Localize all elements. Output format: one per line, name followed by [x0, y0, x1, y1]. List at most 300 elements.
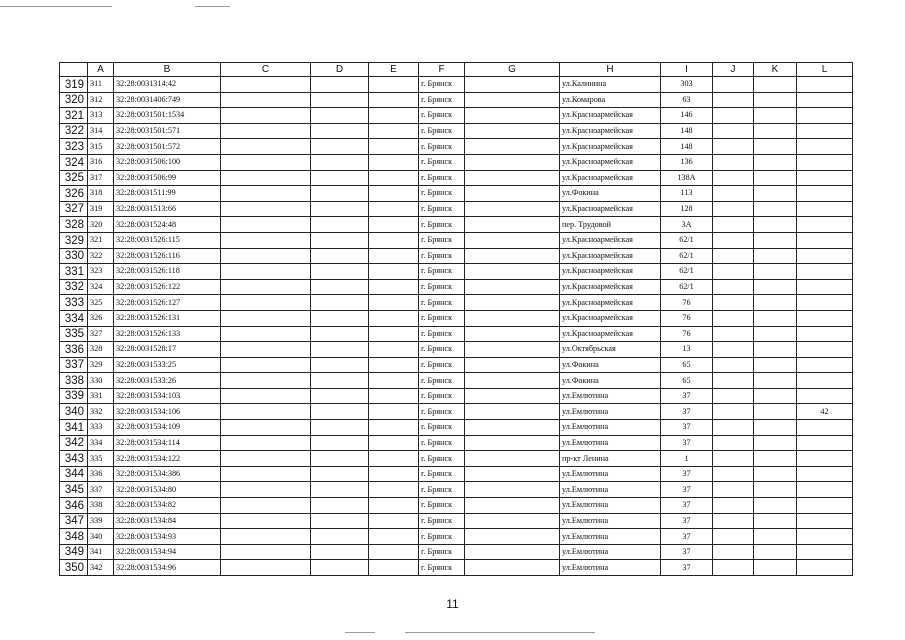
row-number[interactable]: 331 [60, 264, 88, 280]
cell-a[interactable]: 317 [88, 170, 114, 186]
cell-b[interactable]: 32:28:0031534:94 [114, 544, 221, 560]
cell-b[interactable]: 32:28:0031534:109 [114, 420, 221, 436]
cell-i[interactable]: 37 [661, 466, 713, 482]
cell-i[interactable]: 128 [661, 201, 713, 217]
cell-a[interactable]: 311 [88, 77, 114, 93]
cell-h[interactable]: ул.Емлютина [560, 544, 661, 560]
cell-b[interactable]: 32:28:0031526:115 [114, 232, 221, 248]
cell-b[interactable]: 32:28:0031506:99 [114, 170, 221, 186]
cell-k[interactable] [754, 498, 797, 514]
cell-h[interactable]: ул.Емлютина [560, 482, 661, 498]
cell-j[interactable] [713, 451, 754, 467]
cell-a[interactable]: 323 [88, 264, 114, 280]
cell-k[interactable] [754, 154, 797, 170]
cell-a[interactable]: 333 [88, 420, 114, 436]
cell-a[interactable]: 320 [88, 217, 114, 233]
row-number[interactable]: 344 [60, 466, 88, 482]
cell-b[interactable]: 32:28:0031526:127 [114, 295, 221, 311]
cell-j[interactable] [713, 404, 754, 420]
cell-g[interactable] [465, 186, 560, 202]
row-number[interactable]: 337 [60, 357, 88, 373]
cell-j[interactable] [713, 123, 754, 139]
row-number[interactable]: 336 [60, 342, 88, 358]
row-number[interactable]: 341 [60, 420, 88, 436]
row-number[interactable]: 339 [60, 388, 88, 404]
cell-l[interactable] [797, 529, 853, 545]
cell-f[interactable]: г. Брянск [419, 435, 465, 451]
cell-l[interactable] [797, 388, 853, 404]
cell-d[interactable] [311, 373, 369, 389]
cell-a[interactable]: 314 [88, 123, 114, 139]
cell-g[interactable] [465, 513, 560, 529]
column-header-a[interactable]: A [88, 63, 114, 77]
cell-e[interactable] [369, 217, 419, 233]
cell-k[interactable] [754, 388, 797, 404]
cell-c[interactable] [221, 264, 311, 280]
row-number[interactable]: 325 [60, 170, 88, 186]
cell-f[interactable]: г. Брянск [419, 170, 465, 186]
row-number[interactable]: 332 [60, 279, 88, 295]
cell-f[interactable]: г. Брянск [419, 248, 465, 264]
cell-c[interactable] [221, 420, 311, 436]
cell-d[interactable] [311, 342, 369, 358]
cell-f[interactable]: г. Брянск [419, 326, 465, 342]
cell-l[interactable] [797, 435, 853, 451]
cell-i[interactable]: 65 [661, 373, 713, 389]
cell-h[interactable]: ул.Емлютина [560, 498, 661, 514]
cell-k[interactable] [754, 404, 797, 420]
cell-g[interactable] [465, 435, 560, 451]
cell-e[interactable] [369, 342, 419, 358]
row-number[interactable]: 347 [60, 513, 88, 529]
cell-f[interactable]: г. Брянск [419, 232, 465, 248]
cell-a[interactable]: 338 [88, 498, 114, 514]
cell-i[interactable]: 1 [661, 451, 713, 467]
cell-e[interactable] [369, 170, 419, 186]
cell-b[interactable]: 32:28:0031501:1534 [114, 108, 221, 124]
cell-c[interactable] [221, 123, 311, 139]
cell-j[interactable] [713, 357, 754, 373]
cell-e[interactable] [369, 404, 419, 420]
cell-c[interactable] [221, 404, 311, 420]
cell-k[interactable] [754, 248, 797, 264]
cell-c[interactable] [221, 357, 311, 373]
cell-j[interactable] [713, 420, 754, 436]
cell-d[interactable] [311, 170, 369, 186]
cell-k[interactable] [754, 529, 797, 545]
cell-h[interactable]: ул.Фокина [560, 373, 661, 389]
cell-b[interactable]: 32:28:0031534:96 [114, 560, 221, 576]
cell-j[interactable] [713, 482, 754, 498]
cell-g[interactable] [465, 498, 560, 514]
cell-g[interactable] [465, 560, 560, 576]
cell-f[interactable]: г. Брянск [419, 77, 465, 93]
cell-g[interactable] [465, 248, 560, 264]
cell-g[interactable] [465, 342, 560, 358]
cell-h[interactable]: ул.Красноармейская [560, 154, 661, 170]
cell-f[interactable]: г. Брянск [419, 108, 465, 124]
cell-g[interactable] [465, 154, 560, 170]
cell-j[interactable] [713, 544, 754, 560]
cell-h[interactable]: пер. Трудовой [560, 217, 661, 233]
cell-g[interactable] [465, 201, 560, 217]
cell-c[interactable] [221, 77, 311, 93]
cell-e[interactable] [369, 232, 419, 248]
cell-a[interactable]: 339 [88, 513, 114, 529]
cell-l[interactable] [797, 466, 853, 482]
cell-g[interactable] [465, 295, 560, 311]
cell-g[interactable] [465, 232, 560, 248]
cell-e[interactable] [369, 529, 419, 545]
cell-e[interactable] [369, 373, 419, 389]
cell-l[interactable] [797, 373, 853, 389]
cell-c[interactable] [221, 451, 311, 467]
cell-e[interactable] [369, 357, 419, 373]
cell-i[interactable]: 136 [661, 154, 713, 170]
cell-c[interactable] [221, 248, 311, 264]
cell-l[interactable] [797, 264, 853, 280]
cell-a[interactable]: 331 [88, 388, 114, 404]
cell-f[interactable]: г. Брянск [419, 310, 465, 326]
row-number[interactable]: 340 [60, 404, 88, 420]
cell-j[interactable] [713, 232, 754, 248]
cell-d[interactable] [311, 77, 369, 93]
cell-g[interactable] [465, 482, 560, 498]
cell-c[interactable] [221, 310, 311, 326]
cell-g[interactable] [465, 529, 560, 545]
row-number[interactable]: 321 [60, 108, 88, 124]
cell-a[interactable]: 313 [88, 108, 114, 124]
cell-j[interactable] [713, 529, 754, 545]
cell-l[interactable] [797, 154, 853, 170]
cell-f[interactable]: г. Брянск [419, 560, 465, 576]
cell-a[interactable]: 337 [88, 482, 114, 498]
cell-b[interactable]: 32:28:0031526:118 [114, 264, 221, 280]
cell-h[interactable]: ул.Октябрьская [560, 342, 661, 358]
cell-a[interactable]: 330 [88, 373, 114, 389]
cell-d[interactable] [311, 310, 369, 326]
cell-a[interactable]: 326 [88, 310, 114, 326]
cell-k[interactable] [754, 420, 797, 436]
cell-g[interactable] [465, 451, 560, 467]
row-number[interactable]: 350 [60, 560, 88, 576]
cell-c[interactable] [221, 186, 311, 202]
cell-j[interactable] [713, 295, 754, 311]
cell-g[interactable] [465, 326, 560, 342]
cell-e[interactable] [369, 451, 419, 467]
cell-l[interactable] [797, 295, 853, 311]
cell-e[interactable] [369, 388, 419, 404]
cell-g[interactable] [465, 466, 560, 482]
cell-h[interactable]: ул.Емлютина [560, 404, 661, 420]
cell-c[interactable] [221, 544, 311, 560]
cell-f[interactable]: г. Брянск [419, 186, 465, 202]
cell-h[interactable]: ул.Красноармейская [560, 139, 661, 155]
cell-d[interactable] [311, 217, 369, 233]
cell-d[interactable] [311, 201, 369, 217]
cell-k[interactable] [754, 77, 797, 93]
cell-c[interactable] [221, 482, 311, 498]
cell-l[interactable] [797, 513, 853, 529]
cell-f[interactable]: г. Брянск [419, 420, 465, 436]
cell-a[interactable]: 316 [88, 154, 114, 170]
row-number[interactable]: 349 [60, 544, 88, 560]
cell-d[interactable] [311, 139, 369, 155]
cell-c[interactable] [221, 108, 311, 124]
cell-k[interactable] [754, 357, 797, 373]
cell-g[interactable] [465, 388, 560, 404]
cell-g[interactable] [465, 92, 560, 108]
cell-e[interactable] [369, 77, 419, 93]
cell-c[interactable] [221, 560, 311, 576]
cell-g[interactable] [465, 357, 560, 373]
cell-l[interactable] [797, 170, 853, 186]
cell-j[interactable] [713, 92, 754, 108]
cell-a[interactable]: 329 [88, 357, 114, 373]
cell-d[interactable] [311, 357, 369, 373]
cell-c[interactable] [221, 513, 311, 529]
cell-h[interactable]: ул.Красноармейская [560, 248, 661, 264]
cell-k[interactable] [754, 264, 797, 280]
cell-c[interactable] [221, 326, 311, 342]
cell-h[interactable]: ул.Емлютина [560, 420, 661, 436]
cell-j[interactable] [713, 513, 754, 529]
cell-e[interactable] [369, 186, 419, 202]
cell-e[interactable] [369, 123, 419, 139]
cell-k[interactable] [754, 232, 797, 248]
cell-j[interactable] [713, 310, 754, 326]
cell-e[interactable] [369, 92, 419, 108]
cell-j[interactable] [713, 201, 754, 217]
cell-f[interactable]: г. Брянск [419, 544, 465, 560]
cell-k[interactable] [754, 201, 797, 217]
cell-i[interactable]: 13 [661, 342, 713, 358]
cell-b[interactable]: 32:28:0031501:571 [114, 123, 221, 139]
cell-b[interactable]: 32:28:0031534:84 [114, 513, 221, 529]
row-number[interactable]: 335 [60, 326, 88, 342]
cell-f[interactable]: г. Брянск [419, 217, 465, 233]
cell-k[interactable] [754, 326, 797, 342]
cell-d[interactable] [311, 92, 369, 108]
cell-f[interactable]: г. Брянск [419, 264, 465, 280]
cell-a[interactable]: 336 [88, 466, 114, 482]
cell-f[interactable]: г. Брянск [419, 498, 465, 514]
cell-l[interactable] [797, 451, 853, 467]
cell-d[interactable] [311, 279, 369, 295]
cell-d[interactable] [311, 388, 369, 404]
cell-k[interactable] [754, 170, 797, 186]
column-header-h[interactable]: H [560, 63, 661, 77]
cell-b[interactable]: 32:28:0031528:17 [114, 342, 221, 358]
cell-h[interactable]: ул.Комарова [560, 92, 661, 108]
column-header-c[interactable]: C [221, 63, 311, 77]
column-header-d[interactable]: D [311, 63, 369, 77]
cell-d[interactable] [311, 404, 369, 420]
row-number[interactable]: 343 [60, 451, 88, 467]
cell-i[interactable]: 62/1 [661, 248, 713, 264]
cell-e[interactable] [369, 264, 419, 280]
cell-l[interactable] [797, 326, 853, 342]
cell-f[interactable]: г. Брянск [419, 404, 465, 420]
cell-b[interactable]: 32:28:0031526:133 [114, 326, 221, 342]
cell-e[interactable] [369, 154, 419, 170]
cell-b[interactable]: 32:28:0031534:122 [114, 451, 221, 467]
cell-d[interactable] [311, 498, 369, 514]
row-number[interactable]: 338 [60, 373, 88, 389]
cell-e[interactable] [369, 295, 419, 311]
cell-l[interactable] [797, 544, 853, 560]
cell-i[interactable]: 37 [661, 482, 713, 498]
cell-i[interactable]: 37 [661, 498, 713, 514]
cell-d[interactable] [311, 482, 369, 498]
cell-c[interactable] [221, 529, 311, 545]
cell-a[interactable]: 327 [88, 326, 114, 342]
cell-f[interactable]: г. Брянск [419, 123, 465, 139]
cell-d[interactable] [311, 420, 369, 436]
cell-l[interactable] [797, 77, 853, 93]
cell-f[interactable]: г. Брянск [419, 388, 465, 404]
cell-h[interactable]: ул.Емлютина [560, 466, 661, 482]
cell-f[interactable]: г. Брянск [419, 451, 465, 467]
cell-a[interactable]: 328 [88, 342, 114, 358]
cell-e[interactable] [369, 513, 419, 529]
cell-a[interactable]: 335 [88, 451, 114, 467]
cell-j[interactable] [713, 342, 754, 358]
cell-f[interactable]: г. Брянск [419, 482, 465, 498]
column-header-f[interactable]: F [419, 63, 465, 77]
cell-e[interactable] [369, 326, 419, 342]
cell-b[interactable]: 32:28:0031314:42 [114, 77, 221, 93]
cell-d[interactable] [311, 248, 369, 264]
cell-l[interactable] [797, 420, 853, 436]
cell-a[interactable]: 322 [88, 248, 114, 264]
cell-h[interactable]: ул.Красноармейская [560, 264, 661, 280]
row-number[interactable]: 330 [60, 248, 88, 264]
cell-c[interactable] [221, 466, 311, 482]
cell-f[interactable]: г. Брянск [419, 466, 465, 482]
cell-g[interactable] [465, 170, 560, 186]
cell-k[interactable] [754, 186, 797, 202]
cell-l[interactable] [797, 248, 853, 264]
cell-d[interactable] [311, 544, 369, 560]
cell-g[interactable] [465, 108, 560, 124]
cell-j[interactable] [713, 466, 754, 482]
cell-j[interactable] [713, 170, 754, 186]
cell-g[interactable] [465, 77, 560, 93]
row-number[interactable]: 326 [60, 186, 88, 202]
cell-i[interactable]: 146 [661, 108, 713, 124]
cell-k[interactable] [754, 544, 797, 560]
cell-e[interactable] [369, 482, 419, 498]
cell-b[interactable]: 32:28:0031534:386 [114, 466, 221, 482]
cell-a[interactable]: 324 [88, 279, 114, 295]
cell-h[interactable]: ул.Красноармейская [560, 108, 661, 124]
cell-a[interactable]: 340 [88, 529, 114, 545]
cell-l[interactable]: 42 [797, 404, 853, 420]
row-number[interactable]: 324 [60, 154, 88, 170]
cell-d[interactable] [311, 154, 369, 170]
cell-l[interactable] [797, 357, 853, 373]
cell-e[interactable] [369, 248, 419, 264]
cell-i[interactable]: 303 [661, 77, 713, 93]
cell-b[interactable]: 32:28:0031534:106 [114, 404, 221, 420]
cell-k[interactable] [754, 342, 797, 358]
cell-l[interactable] [797, 498, 853, 514]
cell-i[interactable]: 62/1 [661, 279, 713, 295]
cell-d[interactable] [311, 295, 369, 311]
cell-e[interactable] [369, 544, 419, 560]
cell-i[interactable]: 37 [661, 388, 713, 404]
cell-i[interactable]: 37 [661, 529, 713, 545]
cell-b[interactable]: 32:28:0031526:116 [114, 248, 221, 264]
cell-b[interactable]: 32:28:0031524:48 [114, 217, 221, 233]
cell-d[interactable] [311, 451, 369, 467]
cell-l[interactable] [797, 139, 853, 155]
cell-c[interactable] [221, 342, 311, 358]
row-number[interactable]: 320 [60, 92, 88, 108]
cell-c[interactable] [221, 279, 311, 295]
cell-f[interactable]: г. Брянск [419, 342, 465, 358]
row-number[interactable]: 323 [60, 139, 88, 155]
cell-k[interactable] [754, 92, 797, 108]
cell-b[interactable]: 32:28:0031406:749 [114, 92, 221, 108]
cell-h[interactable]: ул.Красноармейская [560, 310, 661, 326]
cell-h[interactable]: ул.Красноармейская [560, 170, 661, 186]
cell-i[interactable]: 113 [661, 186, 713, 202]
column-header-b[interactable]: B [114, 63, 221, 77]
cell-i[interactable]: 62/1 [661, 232, 713, 248]
cell-a[interactable]: 332 [88, 404, 114, 420]
cell-i[interactable]: 37 [661, 560, 713, 576]
cell-k[interactable] [754, 373, 797, 389]
cell-e[interactable] [369, 279, 419, 295]
cell-g[interactable] [465, 123, 560, 139]
cell-k[interactable] [754, 217, 797, 233]
row-number[interactable]: 334 [60, 310, 88, 326]
cell-l[interactable] [797, 560, 853, 576]
cell-a[interactable]: 315 [88, 139, 114, 155]
cell-k[interactable] [754, 466, 797, 482]
cell-i[interactable]: 3А [661, 217, 713, 233]
row-number[interactable]: 333 [60, 295, 88, 311]
cell-l[interactable] [797, 92, 853, 108]
cell-c[interactable] [221, 388, 311, 404]
cell-k[interactable] [754, 451, 797, 467]
cell-c[interactable] [221, 170, 311, 186]
cell-i[interactable]: 37 [661, 420, 713, 436]
column-header-j[interactable]: J [713, 63, 754, 77]
cell-k[interactable] [754, 435, 797, 451]
cell-l[interactable] [797, 482, 853, 498]
cell-j[interactable] [713, 217, 754, 233]
cell-f[interactable]: г. Брянск [419, 154, 465, 170]
cell-k[interactable] [754, 108, 797, 124]
cell-i[interactable]: 37 [661, 404, 713, 420]
cell-l[interactable] [797, 201, 853, 217]
cell-f[interactable]: г. Брянск [419, 295, 465, 311]
cell-b[interactable]: 32:28:0031513:66 [114, 201, 221, 217]
cell-i[interactable]: 37 [661, 544, 713, 560]
cell-d[interactable] [311, 326, 369, 342]
column-header-l[interactable]: L [797, 63, 853, 77]
cell-k[interactable] [754, 560, 797, 576]
cell-i[interactable]: 37 [661, 435, 713, 451]
cell-b[interactable]: 32:28:0031501:572 [114, 139, 221, 155]
cell-i[interactable]: 65 [661, 357, 713, 373]
cell-c[interactable] [221, 139, 311, 155]
cell-b[interactable]: 32:28:0031533:26 [114, 373, 221, 389]
cell-l[interactable] [797, 232, 853, 248]
